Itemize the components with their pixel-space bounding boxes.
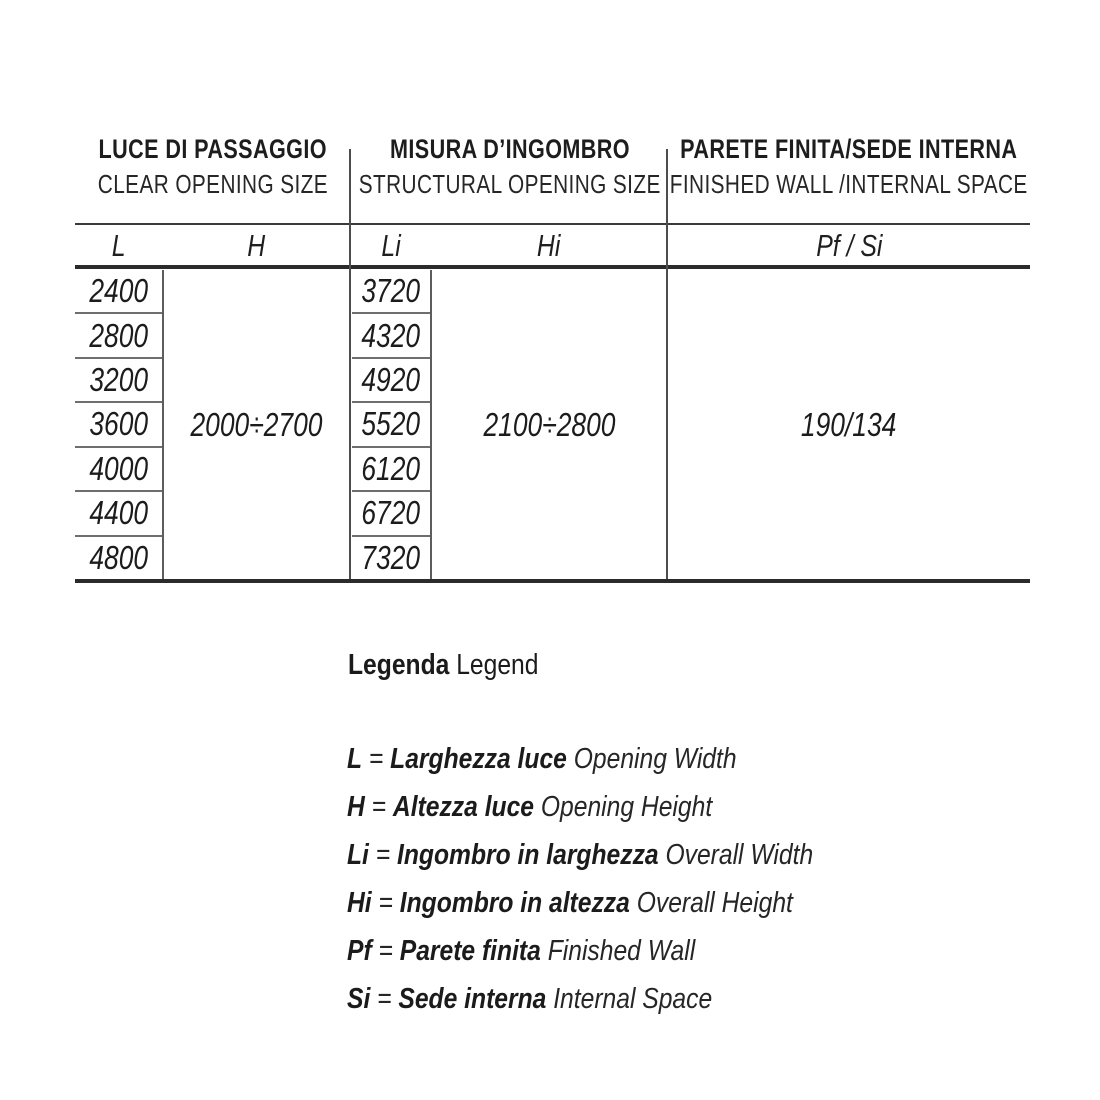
table-cell-l [75,403,162,447]
legend-item-h: H = Altezza luce Opening Height [347,790,713,823]
legend-item-pf: Pf = Parete finita Finished Wall [347,934,696,967]
column-header-pfsi: Pf / Si [815,227,883,263]
table-cell-li [352,403,430,447]
group-header-clear-opening [75,131,351,223]
group-title-italian: PARETE FINITA/SEDE INTERNA [680,134,1018,164]
legend-title [348,648,572,682]
l-value: 2800 [89,316,148,354]
table-cell-h-range [164,270,349,579]
li-value: 7320 [361,538,421,576]
group-header-finished-wall [668,131,1030,223]
table-cell-li [352,537,430,579]
l-value: 4800 [89,538,148,576]
h-range-value: 2000÷2700 [190,405,323,443]
table-cell-hi-range [432,270,666,579]
l-value: 4000 [89,449,148,487]
legend-item-li: Li = Ingombro in larghezza Overall Width [347,838,814,871]
group-title-english: STRUCTURAL OPENING SIZE [358,169,661,199]
li-value: 4320 [361,316,421,354]
group-title-italian: MISURA D’INGOMBRO [389,134,630,164]
table-cell-li [352,314,430,358]
table-cell-l [75,359,162,403]
group-title-italian: LUCE DI PASSAGGIO [98,134,328,164]
legend-title-italian: Legenda [348,649,450,681]
li-value: 6720 [361,494,421,532]
column-li-values [352,270,430,579]
column-header-l: L [112,227,126,263]
table-cell-li [352,270,430,314]
table-cell-pf-si [668,270,1030,579]
column-header-li: Li [381,227,401,263]
legend-title-english: Legend [456,649,539,681]
li-value: 3720 [361,272,421,310]
l-value: 3600 [89,405,148,443]
legend-item-l: L = Larghezza luce Opening Width [347,742,737,775]
column-header-h: H [247,227,265,263]
legend-item-si: Si = Sede interna Internal Space [347,982,713,1015]
table-cell-li [352,448,430,492]
l-value: 3200 [89,361,148,399]
li-value: 6120 [361,449,421,487]
group-header-structural-opening [351,131,668,223]
table-cell-li [352,492,430,536]
pf-si-value: 190/134 [801,405,897,443]
li-value: 5520 [361,405,421,443]
table-cell-l [75,448,162,492]
table-cell-l [75,314,162,358]
table-cell-li [352,359,430,403]
column-l-values [75,270,162,579]
rule-group-divider-1 [349,149,351,579]
l-value: 4400 [89,494,148,532]
group-title-english: FINISHED WALL /INTERNAL SPACE [670,169,1028,199]
li-value: 4920 [361,361,421,399]
group-title-english: CLEAR OPENING SIZE [97,169,329,199]
hi-range-value: 2100÷2800 [483,405,615,443]
legend-item-hi: Hi = Ingombro in altezza Overall Height [347,886,793,919]
rule-table-bottom [75,579,1030,583]
table-cell-l [75,537,162,579]
table-cell-l [75,492,162,536]
column-header-hi: Hi [537,227,561,263]
l-value: 2400 [89,272,148,310]
table-cell-l [75,270,162,314]
legend-items [347,735,895,1023]
